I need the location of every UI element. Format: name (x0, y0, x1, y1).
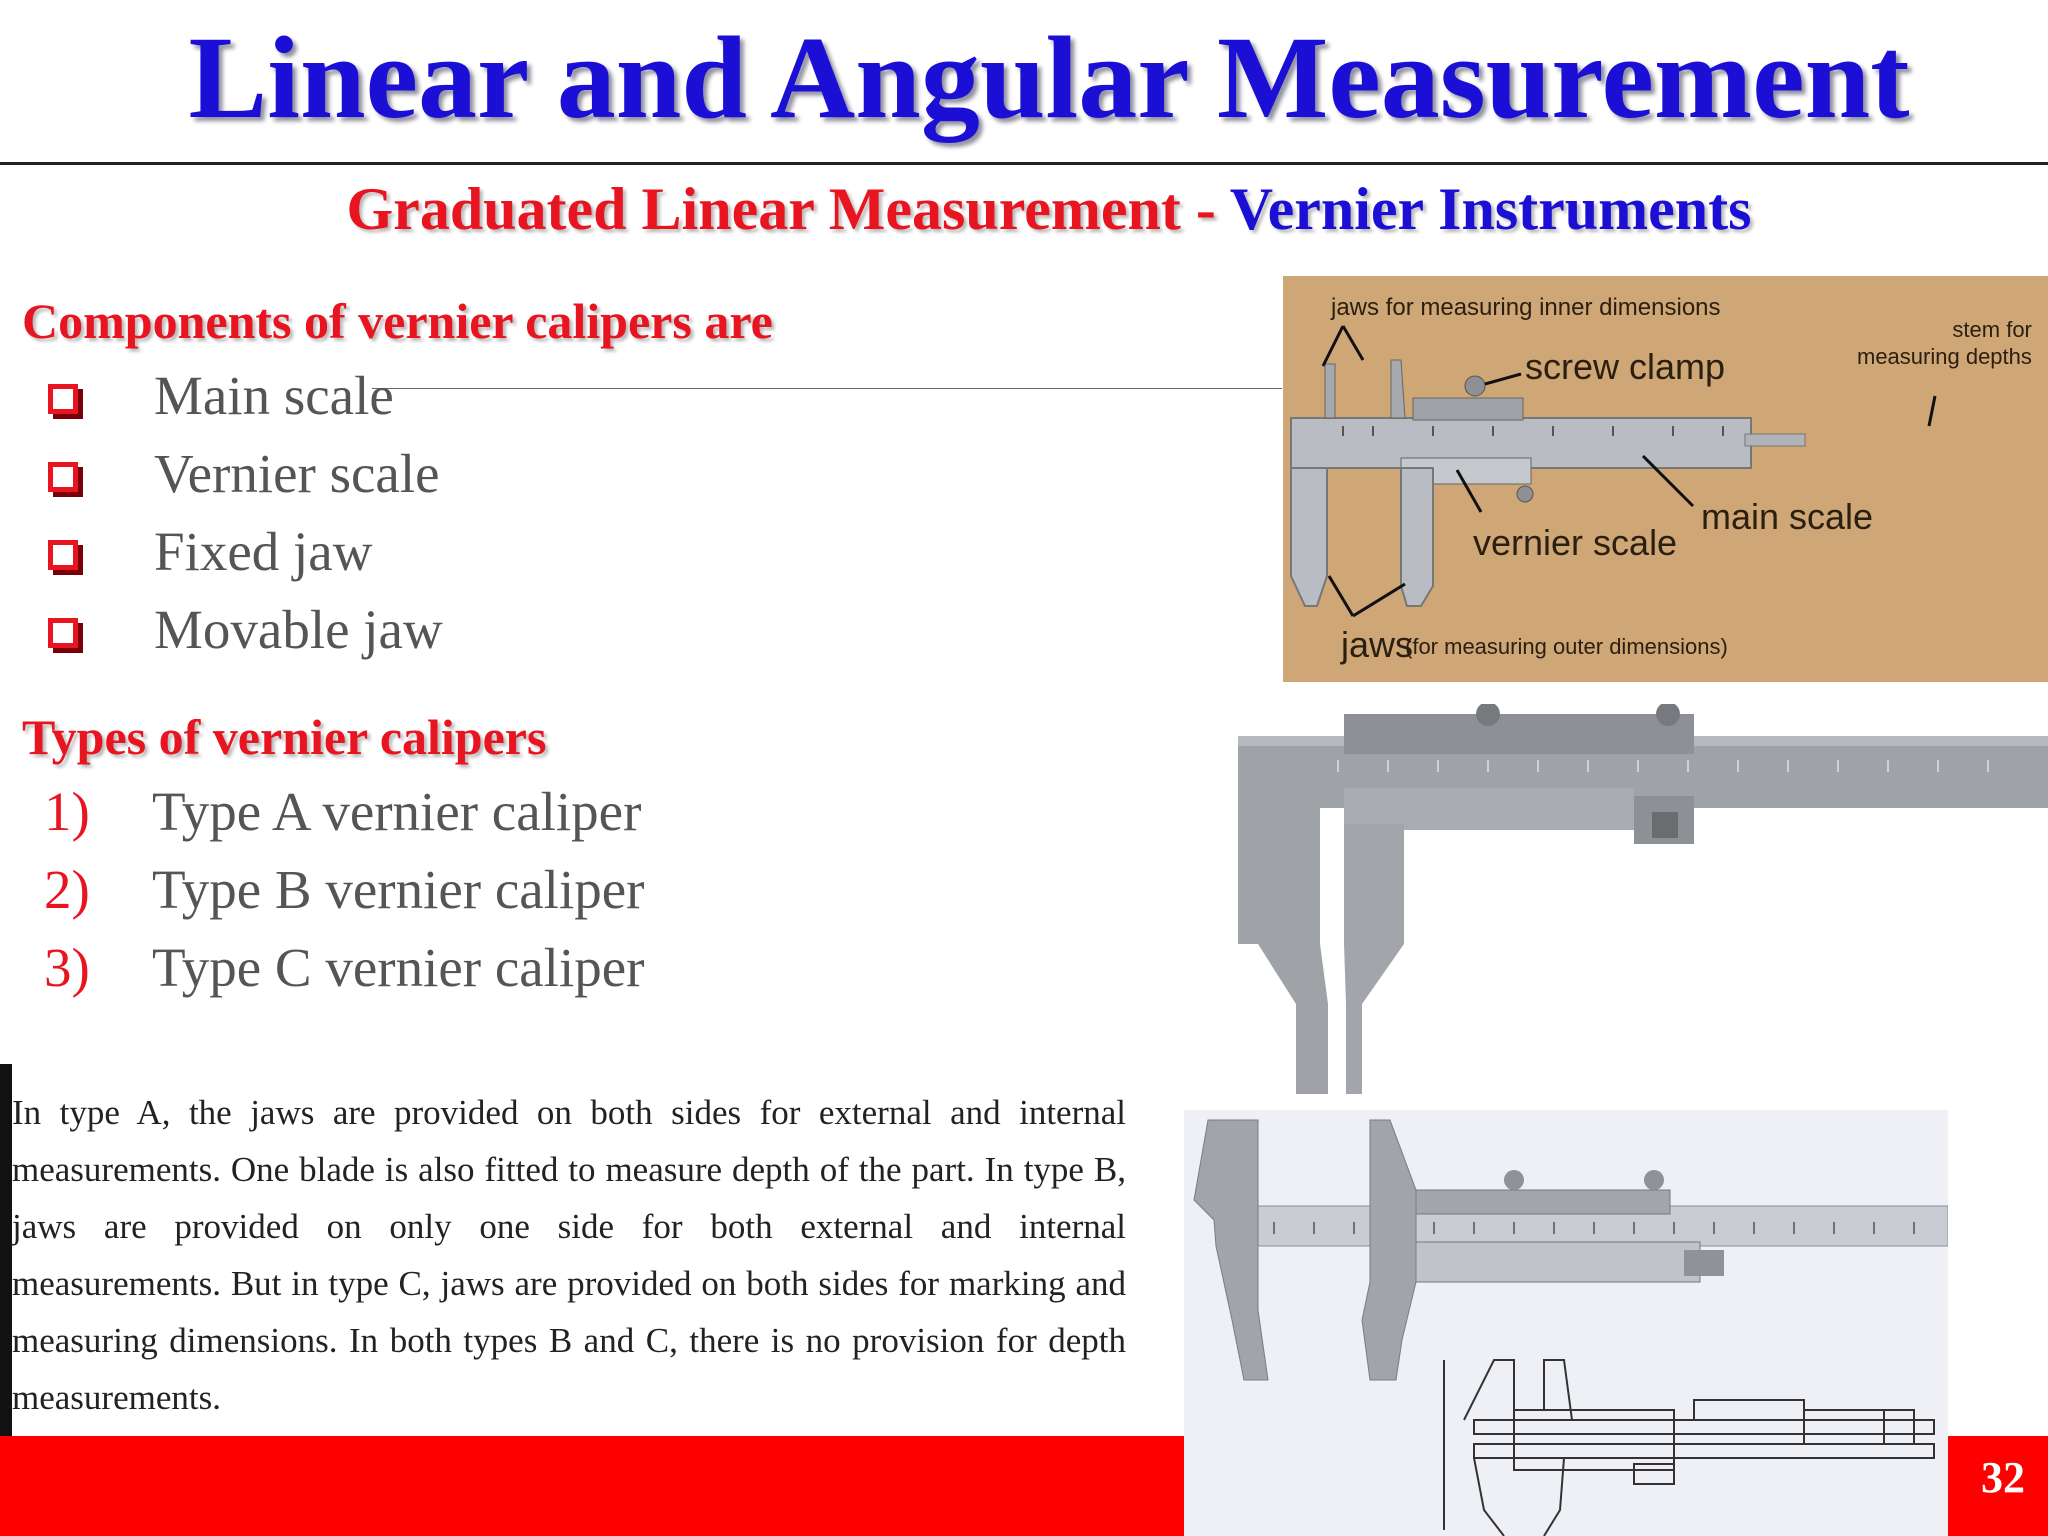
label-depth-stem: stem for measuring depths (1857, 317, 2032, 369)
types-heading: Types of vernier calipers (22, 709, 547, 765)
slide-title: Linear and Angular Measurement (188, 12, 1910, 143)
type-number: 2) (44, 859, 90, 920)
label-screw-clamp: screw clamp (1525, 346, 1726, 387)
page-number: 32 (1981, 1453, 2025, 1502)
component-label: Fixed jaw (154, 521, 373, 582)
type-label: Type B vernier caliper (152, 859, 645, 920)
panel-left-border (0, 1064, 12, 1436)
component-label: Vernier scale (154, 443, 440, 504)
caliper-technical-drawing-icon (1184, 1110, 1948, 1536)
component-label: Main scale (154, 365, 394, 426)
label-inner-jaws: jaws for measuring inner dimensions (1331, 294, 1721, 321)
type-number: 3) (44, 937, 90, 998)
component-item (48, 362, 394, 432)
labelled-caliper-photo (1283, 276, 2048, 682)
component-item (48, 596, 443, 666)
connector-line (372, 388, 1282, 389)
subtitle-part-red: Graduated Linear Measurement (346, 176, 1181, 242)
component-label: Movable jaw (154, 599, 443, 660)
footer-red-band (0, 1436, 1184, 1536)
component-item (48, 518, 373, 588)
type-label: Type A vernier caliper (152, 781, 642, 842)
subtitle-part-blue: Vernier Instruments (1229, 176, 1752, 242)
checkbox-bullet-icon (48, 384, 78, 414)
components-heading: Components of vernier calipers are (22, 293, 773, 349)
type-label: Type C vernier caliper (152, 937, 645, 998)
scanned-text-panel (0, 1064, 1145, 1436)
label-main-scale: main scale (1701, 496, 1874, 537)
component-item (48, 440, 440, 510)
large-caliper-photo (1238, 704, 2048, 1094)
type-number: 1) (44, 781, 90, 842)
checkbox-bullet-icon (48, 618, 78, 648)
title-divider (0, 162, 2048, 165)
label-vernier-scale: vernier scale (1473, 522, 1678, 563)
subtitle-separator: - (1180, 176, 1230, 242)
label-outer-jaws-note: (for measuring outer dimensions) (1405, 634, 1728, 659)
types-description-paragraph: In type A, the jaws are provided on both sides for external and internal measurements. One blade is also fitted to measure depth of the part. In type B, jaws are provided on only one side for both external and internal measurements. But in type C, jaws are provided on both sides for marking and measuring dimensions. In both types B and C, there is no provision for depth measurements. (12, 1093, 1126, 1417)
checkbox-bullet-icon (48, 462, 78, 492)
caliper-large-icon (1238, 704, 2048, 1094)
caliper-drawing-photo (1184, 1110, 1948, 1536)
slide-subtitle (0, 175, 2048, 244)
checkbox-bullet-icon (48, 540, 78, 570)
label-outer-jaws: jaws (1341, 624, 1414, 665)
